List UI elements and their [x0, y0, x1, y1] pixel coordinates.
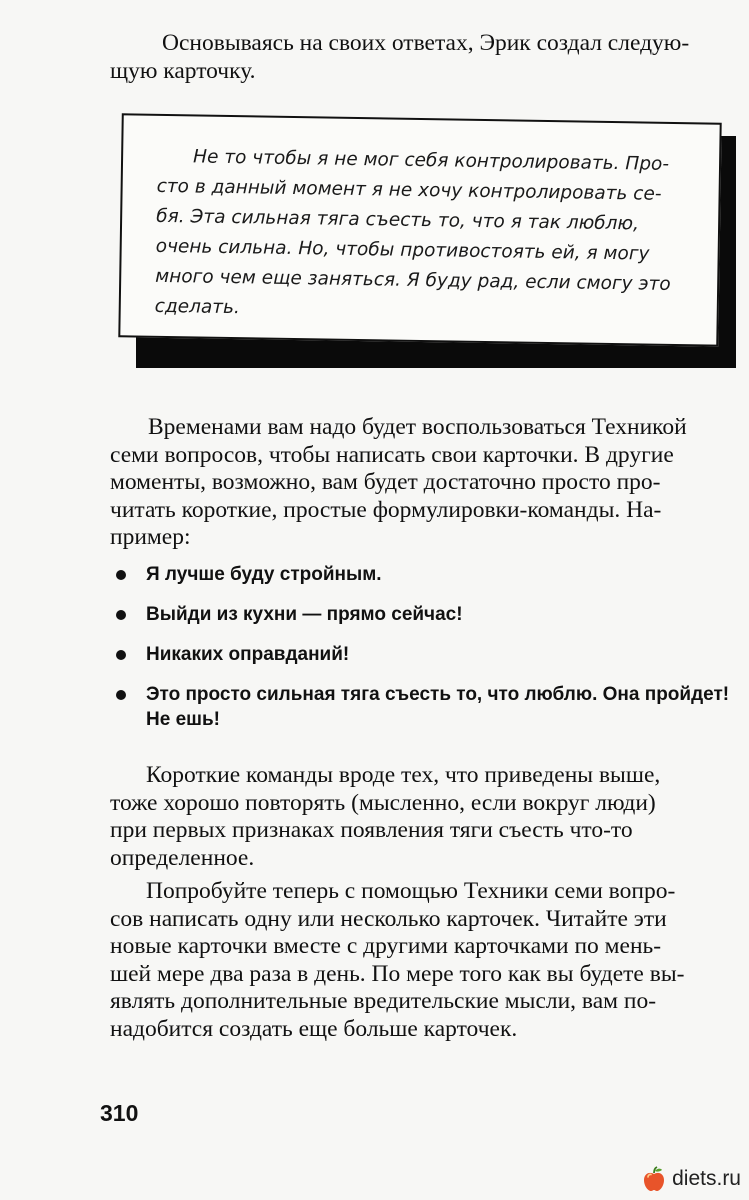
list-item — [112, 642, 732, 667]
list-item-text: Не ешь! — [146, 709, 220, 730]
text-line: моменты, возможно, вам будет достаточно просто про- — [110, 469, 661, 495]
list-item — [112, 562, 732, 587]
text-line: Короткие команды вроде тех, что приведены выше, — [146, 762, 661, 788]
apple-icon — [642, 1166, 666, 1192]
paragraph-try-now — [110, 878, 732, 1043]
list-item-text: Я лучше буду стройным. — [146, 564, 382, 585]
list-item-text: Никаких оправданий! — [146, 644, 350, 665]
bullet-icon — [116, 610, 126, 620]
bullet-icon — [116, 690, 126, 700]
handwritten-card — [118, 113, 721, 346]
text-line: Попробуйте теперь с помощью Техники семи вопро- — [146, 878, 676, 904]
card-line: Не то чтобы я не мог себя контролировать. Про- — [192, 146, 670, 175]
text-line: читать короткие, простые формулировки-команды. На- — [110, 496, 662, 523]
paragraph-short-commands — [110, 762, 732, 872]
intro-paragraph — [110, 30, 732, 85]
card-line: сделать. — [154, 295, 241, 319]
card-line: много чем еще заняться. Я буду рад, если смогу это — [155, 265, 671, 295]
card-text — [155, 142, 698, 330]
page-number: 310 — [100, 1100, 139, 1126]
command-list — [112, 562, 732, 747]
site-watermark — [642, 1166, 741, 1192]
card-line: сто в данный момент я не хочу контролировать се- — [156, 175, 662, 205]
list-item-text: Выйди из кухни — прямо сейчас! — [146, 604, 463, 625]
bullet-icon — [116, 570, 126, 580]
bullet-icon — [116, 650, 126, 660]
text-line: пример: — [110, 524, 191, 550]
text-line: семи вопросов, чтобы написать свои карточки. В другие — [110, 441, 674, 468]
paragraph-techniques — [110, 414, 732, 552]
text-line: определенное. — [110, 844, 255, 871]
text-line: тоже хорошо повторять (мысленно, если вокруг люди) — [110, 789, 656, 816]
card-line: очень сильна. Но, чтобы противостоять ей, я могу — [155, 235, 650, 265]
text-line: щую карточку. — [110, 57, 256, 84]
list-item — [112, 682, 732, 732]
text-line: сов написать одну или несколько карточек. Читайте эти — [110, 905, 667, 932]
card-line: бя. Эта сильная тяга съесть то, что я так люблю, — [156, 205, 640, 235]
text-line: новые карточки вместе с другими карточками по мень- — [110, 933, 662, 959]
text-line: Основываясь на своих ответах, Эрик создал следую- — [162, 30, 690, 56]
text-line: надобится создать еще больше карточек. — [110, 1015, 518, 1042]
list-item — [112, 602, 732, 627]
watermark-text: diets.ru — [672, 1167, 741, 1190]
text-line: Временами вам надо будет воспользоваться Техникой — [148, 414, 687, 440]
text-line: являть дополнительные вредительские мысли, вам по- — [110, 988, 657, 1014]
list-item-text: Это просто сильная тяга съесть то, что люблю. Она пройдет! — [146, 684, 730, 705]
text-line: при первых признаках появления тяги съесть что-то — [110, 817, 633, 843]
text-line: шей мере два раза в день. По мере того как вы будете вы- — [110, 960, 685, 987]
